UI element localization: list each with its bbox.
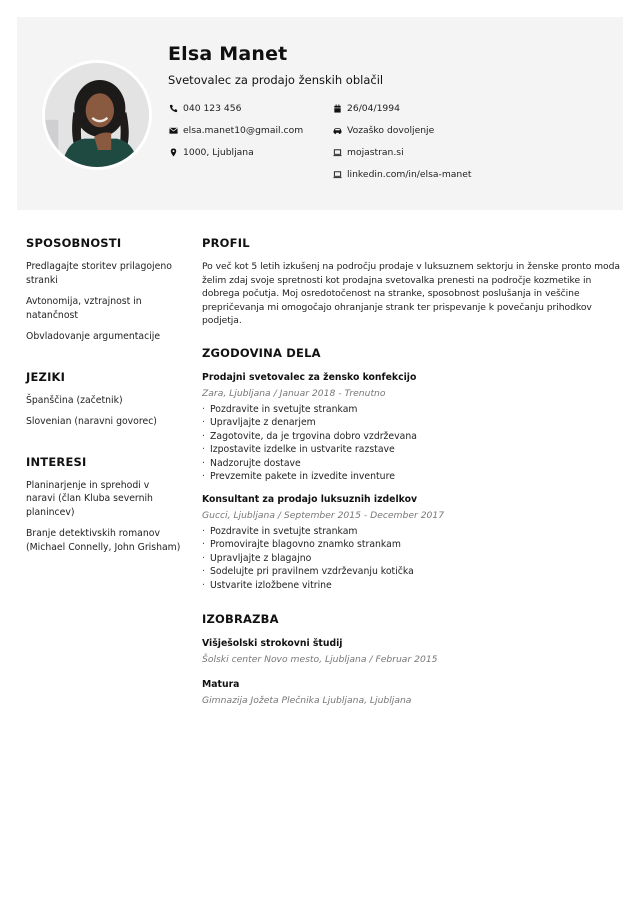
right-column — [202, 236, 622, 706]
email-text: elsa.manet10@gmail.com — [183, 125, 304, 136]
job-bullets — [202, 403, 622, 484]
job-meta: Zara, Ljubljana / Januar 2018 - Trenutno — [202, 387, 386, 399]
job-bullet: · Pozdravite in svetujte strankam — [202, 403, 358, 415]
interests-section — [26, 455, 181, 555]
interests-heading: INTERESI — [26, 454, 87, 469]
laptop-icon — [332, 148, 342, 158]
job-bullet: · Zagotovite, da je trgovina dobro vzdrževana — [202, 430, 417, 442]
job-bullet: · Sodelujte pri pravilnem vzdrževanju kotička — [202, 566, 414, 578]
education-title: Matura — [202, 679, 240, 691]
education-entry — [202, 679, 622, 706]
job-meta: Gucci, Ljubljana / September 2015 - December 2017 — [202, 509, 445, 521]
language-item: Slovenian (naravni govorec) — [26, 416, 157, 427]
experience-heading: ZGODOVINA DELA — [202, 345, 321, 360]
job-bullets — [202, 525, 622, 593]
experience-section — [202, 346, 622, 593]
education-meta: Gimnazija Jožeta Plečnika Ljubljana, Ljubljana — [202, 695, 412, 707]
profile-summary: Po več kot 5 letih izkušenj na področju prodaje v luksuznem sektorju in ženske pronto moda želim zdaj svoje spretnosti kot prodajna svetovalka prenesti na področje kozmetike in dobrega počutja. Moj osredotočenost na stranke, sposobnost poslušanja in veščine prepričevanja mi omogočajo ohranjanje strank ter prispevanje k povečanju prihodkov podjetja. — [202, 261, 620, 327]
job-title-headline: Svetovalec za prodajo ženskih oblačil — [168, 73, 384, 87]
education-meta: Šolski center Novo mesto, Ljubljana / Februar 2015 — [202, 654, 438, 666]
contact-birthdate — [332, 103, 400, 114]
job-entry — [202, 372, 622, 484]
job-bullet: · Promovirajte blagovno znamko strankam — [202, 539, 401, 551]
job-title: Prodajni svetovalec za žensko konfekcijo — [202, 371, 417, 383]
person-photo-icon — [45, 63, 149, 167]
laptop-icon — [332, 170, 342, 180]
license-text: Vozaško dovoljenje — [347, 125, 435, 136]
location-pin-icon — [168, 148, 178, 158]
linkedin-link[interactable]: linkedin.com/in/elsa-manet — [347, 169, 472, 180]
job-bullet: · Pozdravite in svetujte strankam — [202, 525, 358, 537]
profile-photo — [42, 60, 152, 170]
location-text: 1000, Ljubljana — [183, 147, 254, 158]
interest-item: Planinarjenje in sprehodi v naravi (član Kluba severnih planincev) — [26, 479, 153, 518]
skill-item: Obvladovanje argumentacije — [26, 331, 161, 342]
profile-section — [202, 236, 622, 328]
job-entry — [202, 494, 622, 593]
job-bullet: · Izpostavite izdelke in ustvarite razstave — [202, 444, 395, 456]
education-title: Višješolski strokovni študij — [202, 638, 343, 650]
interest-item: Branje detektivskih romanov (Michael Connelly, John Grisham) — [26, 528, 181, 553]
profile-heading: PROFIL — [202, 236, 250, 250]
contact-location — [168, 147, 254, 158]
phone-icon — [168, 104, 178, 114]
contact-license — [332, 125, 434, 136]
job-title: Konsultant za prodajo luksuznih izdelkov — [202, 493, 418, 505]
car-icon — [332, 126, 342, 136]
birthdate-text: 26/04/1994 — [347, 103, 400, 114]
contact-phone — [168, 103, 241, 114]
skills-heading: SPOSOBNOSTI — [26, 236, 122, 250]
languages-heading: JEZIKI — [26, 369, 66, 384]
job-bullet: · Upravljajte z blagajno — [202, 552, 312, 564]
education-entry — [202, 638, 622, 665]
left-column — [26, 236, 181, 554]
job-bullet: · Nadzorujte dostave — [202, 457, 301, 469]
job-bullet: · Upravljajte z denarjem — [202, 417, 316, 429]
phone-text: 040 123 456 — [183, 103, 242, 114]
contact-email — [168, 125, 303, 136]
contact-linkedin[interactable] — [332, 169, 471, 180]
calendar-icon — [332, 104, 342, 114]
envelope-icon — [168, 126, 178, 136]
contact-website[interactable] — [332, 147, 404, 158]
job-bullet: · Prevzemite pakete in izvedite inventure — [202, 471, 395, 483]
skill-item: Avtonomija, vztrajnost in natančnost — [26, 296, 142, 321]
website-link[interactable]: mojastran.si — [347, 147, 404, 158]
education-section — [202, 612, 622, 706]
skills-section — [26, 236, 181, 344]
languages-section — [26, 370, 181, 429]
candidate-name: Elsa Manet — [168, 43, 288, 65]
education-heading: IZOBRAZBA — [202, 612, 279, 627]
skill-item: Predlagajte storitev prilagojeno stranki — [26, 261, 172, 286]
language-item: Španščina (začetnik) — [26, 394, 123, 406]
job-bullet: · Ustvarite izložbene vitrine — [202, 579, 332, 591]
resume-header — [17, 17, 623, 210]
